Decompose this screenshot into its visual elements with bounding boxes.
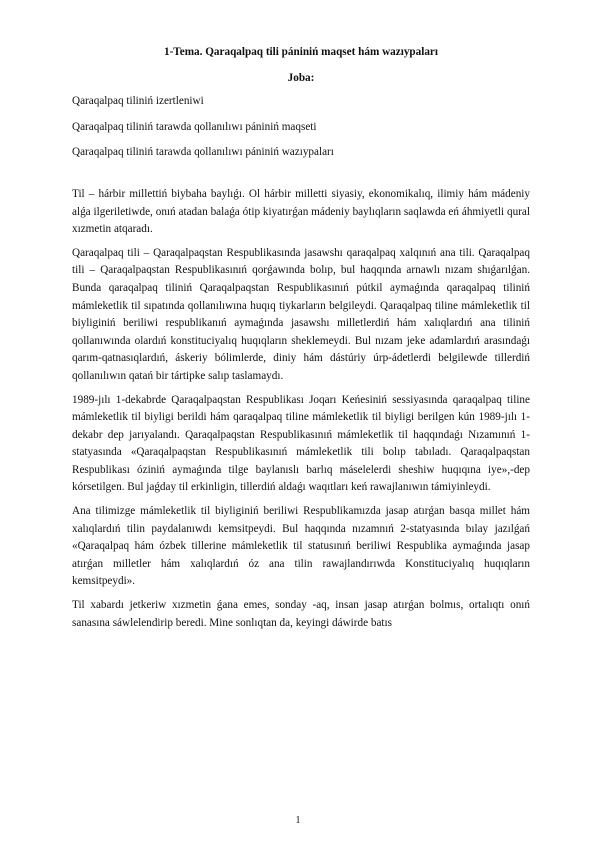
- plan-heading: Joba:: [287, 71, 315, 84]
- plan-item-1: Qaraqalpaq tiliniń izertleniwi: [72, 95, 204, 108]
- document-title: 1-Tema. Qaraqalpaq tili pániniń maqset hám wazıypaları: [163, 46, 439, 58]
- plan-item-2: Qaraqalpaq tiliniń tarawda qollanılıwı pániniń maqseti: [72, 120, 317, 133]
- document-body: [72, 186, 530, 632]
- document-page: [72, 44, 530, 638]
- paragraph-2: Qaraqalpaq tili – Qaraqalpaqstan Respublikasında jasawshı qaraqalpaq xalqınıń ana tili. Qaraqalpaq tili – Qaraqalpaqstan Respublikasınıń qorǵawında bolıp, bul haqqında arnawlı nızam shıǵarılǵan. Bunda qaraqalpaq tiliniń Qaraqalpaqstan Respublikasınıń pútkil aymaǵında qaraqalpaq tiliniń mámleketlik til sıpatında qollanılıwına huqıq tiykarların belgileydi. Qaraqalpaq tiline mámleketlik til biyliginiń beriliwi respublikanıń aymaǵında jasawshı milletlerdiń hám xalıqlardıń ana tiliniń qollanıwında olardıń konstituciyalıq huqıqların sheklemeydi. Bul nızam jeke adamlardıń arasındaǵı qarım-qatnasıqlardıń, áskeriy bólimlerde, diniy hám dástúriy úrp-ádetlerdi belgilewde tillerdiń qollanılıwın qatań bir tártipke salıp taslamaydı.: [72, 246, 530, 382]
- paragraph-1: Til – hárbir millettiń biybaha baylıǵı. Ol hárbir milletti siyasiy, ekonomikalıq, ilimiy hám mádeniy alǵa ilgeriletiwde, onıń atadan balaǵa ótip kiyatırǵan mádeniy baylıqların saqlawda eń áhmiyetli qural xızmetin atqaradı.: [72, 187, 530, 236]
- plan-item-3: Qaraqalpaq tiliniń tarawda qollanılıwı pániniń wazıypaları: [72, 146, 334, 159]
- page-number: 1: [295, 815, 301, 826]
- paragraph-4: Ana tilimizge mámleketlik til biyliginiń beriliwi Respublikamızda jasap atırǵan basqa millet hám xalıqlardıń tilin paydalanıwdı kemsitpeydi. Bul haqqında nızamnıń 2-statyasında bılay jazılǵań «Qaraqalpaq hám ózbek tillerine mámleketlik til statusınıń beriliwi Respublika aymaǵında jasap atırǵan milletler hám xalıqlardıń óz ana tilin rawajlandırıwda Konstituciyalıq huqıqların kemsitpeydi».: [72, 505, 530, 588]
- paragraph-5: Til xabardı jetkeriw xızmetin ǵana emes, sonday -aq, insan jasap atırǵan bolmıs, ortalıqtı onıń sanasına sáwlelendirip beredi. Mine sonlıqtan da, keyingi dáwirde batıs: [72, 599, 530, 629]
- plan-list: [72, 93, 530, 162]
- paragraph-3: 1989-jılı 1-dekabrde Qaraqalpaqstan Respublikası Joqarı Keńesiniń sessiyasında qaraqalpaq tiline mámleketlik til biyligi berildi hám qaraqalpaq tiline mámleketlik til biyligi berilgen kún 1989-jılı 1-dekabr dep jarıyalandı. Qaraqalpaqstan Respublikasınıń mámleketlik til haqqındaǵı Nızamınıń 1-statyasında «Qaraqalpaqstan Respublikasınıń mámleketlik tili bolıp tabıladı. Qaraqalpaqstan Respublikası óziniń aymaǵında tilge baylanıslı barlıq máselelerdi sheshiw huqıqına iye»,-dep kórsetilgen. Bul jaǵday til erkinligin, tillerdiń aldaǵı waqıtları keń rawajlanıwın támiyinleydi.: [72, 393, 530, 494]
